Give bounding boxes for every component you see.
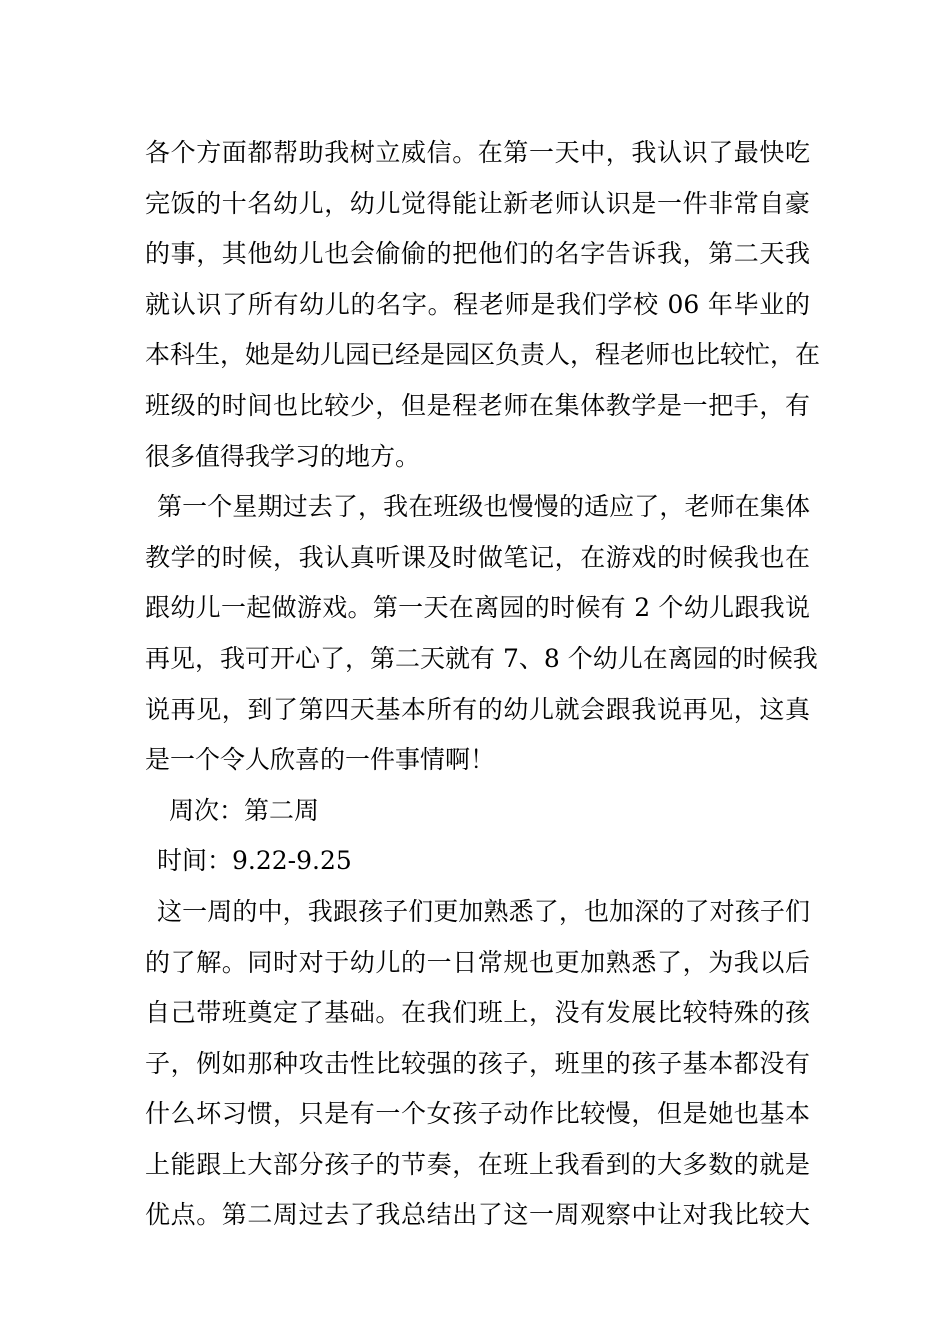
paragraph-2-line: 跟幼儿一起做游戏。第一天在离园的时候有 2 个幼儿跟我说 — [145, 593, 810, 623]
paragraph-3-line: 这一周的中，我跟孩子们更加熟悉了，也加深的了对孩子们 — [157, 896, 810, 926]
paragraph-1-line: 的事，其他幼儿也会偷偷的把他们的名字告诉我，第二天我 — [145, 239, 810, 269]
paragraph-3-line: 自己带班奠定了基础。在我们班上，没有发展比较特殊的孩 — [145, 998, 810, 1028]
paragraph-2-line: 是一个令人欣喜的一件事情啊！ — [145, 745, 496, 775]
paragraph-2-line: 第一个星期过去了，我在班级也慢慢的适应了，老师在集体 — [157, 492, 810, 522]
paragraph-3-line: 上能跟上大部分孩子的节奏，在班上我看到的大多数的就是 — [145, 1149, 810, 1179]
paragraph-1-line: 完饭的十名幼儿，幼儿觉得能让新老师认识是一件非常自豪 — [145, 188, 810, 218]
paragraph-2-line: 说再见，到了第四天基本所有的幼儿就会跟我说再见，这真 — [145, 694, 810, 724]
paragraph-3-line: 子，例如那种攻击性比较强的孩子，班里的孩子基本都没有 — [145, 1048, 810, 1078]
time-line: 时间：9.22-9.25 — [157, 846, 352, 876]
paragraph-1-line: 班级的时间也比较少，但是程老师在集体教学是一把手，有 — [145, 390, 810, 420]
paragraph-2-line: 教学的时候，我认真听课及时做笔记，在游戏的时候我也在 — [145, 542, 810, 572]
paragraph-3-line: 的了解。同时对于幼儿的一日常规也更加熟悉了，为我以后 — [145, 947, 810, 977]
paragraph-3-line: 什么坏习惯，只是有一个女孩子动作比较慢，但是她也基本 — [145, 1099, 810, 1129]
paragraph-1-line: 各个方面都帮助我树立威信。在第一天中，我认识了最快吃 — [145, 138, 810, 167]
paragraph-3-line: 优点。第二周过去了我总结出了这一周观察中让对我比较大 — [145, 1200, 810, 1230]
paragraph-1-line: 很多值得我学习的地方。 — [145, 441, 421, 471]
paragraph-1-line: 本科生，她是幼儿园已经是园区负责人，程老师也比较忙，在 — [145, 340, 821, 370]
week-line: 周次：第二周 — [169, 795, 320, 825]
paragraph-2-line: 再见，我可开心了，第二天就有 7、8 个幼儿在离园的时候我 — [145, 643, 818, 673]
body-text — [145, 128, 821, 1241]
paragraph-1-line: 就认识了所有幼儿的名字。程老师是我们学校 06 年毕业的 — [145, 289, 810, 319]
